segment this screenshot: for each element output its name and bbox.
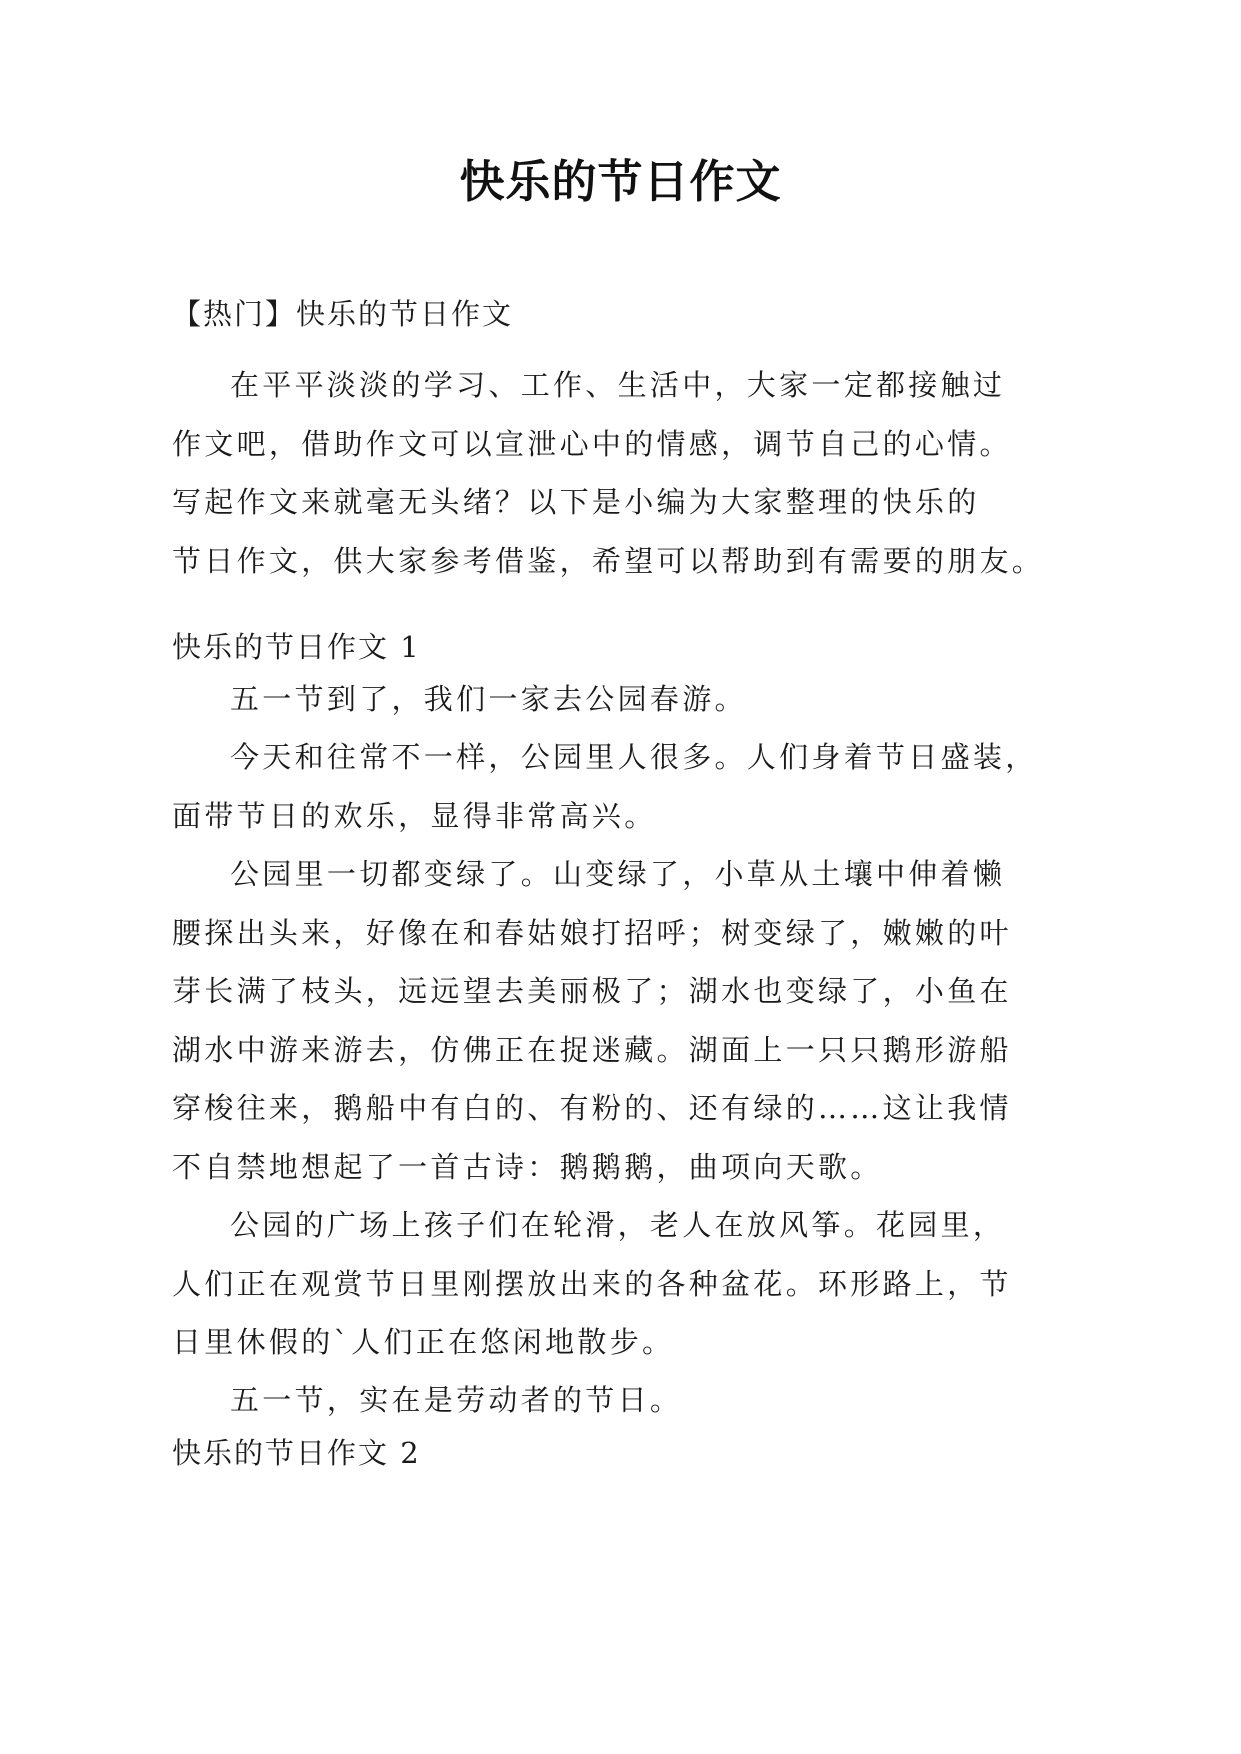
paragraph-line: 公园里一切都变绿了。山变绿了，小草从土壤中伸着懒 (230, 857, 1006, 891)
essay-1-paragraph-5 (172, 1371, 1092, 1430)
intro-line: 写起作文来就毫无头绪？以下是小编为大家整理的快乐的 (172, 485, 980, 519)
paragraph-line: 腰探出头来，好像在和春姑娘打招呼；树变绿了，嫩嫩的叶 (172, 915, 1012, 950)
paragraph-line: 不自禁地想起了一首古诗：鹅鹅鹅，曲项向天歌。 (172, 1149, 883, 1184)
intro-line: 作文吧，借助作文可以宣泄心中的情感，调节自己的心情。 (172, 426, 1012, 461)
essay-2-heading: 快乐的节日作文 2 (172, 1436, 421, 1470)
paragraph-line: 公园的广场上孩子们在轮滑，老人在放风筝。花园里， (230, 1208, 1006, 1242)
document-subtitle: 【热门】快乐的节日作文 (172, 297, 514, 331)
essay-1-paragraph-3 (172, 845, 1092, 1196)
intro-paragraph (172, 356, 1092, 590)
essay-1-paragraph-2 (172, 728, 1092, 845)
paragraph-line: 面带节日的欢乐，显得非常高兴。 (172, 798, 657, 833)
paragraph-line: 五一节到了，我们一家去公园春游。 (230, 682, 747, 716)
essay-1-heading: 快乐的节日作文 1 (172, 630, 421, 664)
essay-1-paragraph-4 (172, 1196, 1092, 1372)
page-title: 快乐的节日作文 (459, 155, 782, 208)
paragraph-line: 湖水中游来游去，仿佛正在捉迷藏。湖面上一只只鹅形游船 (172, 1032, 1012, 1067)
paragraph-line: 穿梭往来，鹅船中有白的、有粉的、还有绿的……这让我情 (172, 1091, 1012, 1125)
paragraph-line: 人们正在观赏节日里刚摆放出来的各种盆花。环形路上，节 (172, 1266, 1012, 1301)
paragraph-line: 芽长满了枝头，远远望去美丽极了；湖水也变绿了，小鱼在 (172, 974, 1012, 1008)
paragraph-line: 今天和往常不一样，公园里人很多。人们身着节日盛装， (230, 740, 1038, 774)
paragraph-line: 五一节，实在是劳动者的节日。 (230, 1383, 683, 1417)
intro-line: 在平平淡淡的学习、工作、生活中，大家一定都接触过 (230, 368, 1006, 402)
paragraph-line: 日里休假的`人们正在悠闲地散步。 (172, 1325, 675, 1359)
essay-1-paragraph-1 (172, 670, 1092, 729)
intro-line: 节日作文，供大家参考借鉴，希望可以帮助到有需要的朋友。 (172, 543, 1045, 578)
